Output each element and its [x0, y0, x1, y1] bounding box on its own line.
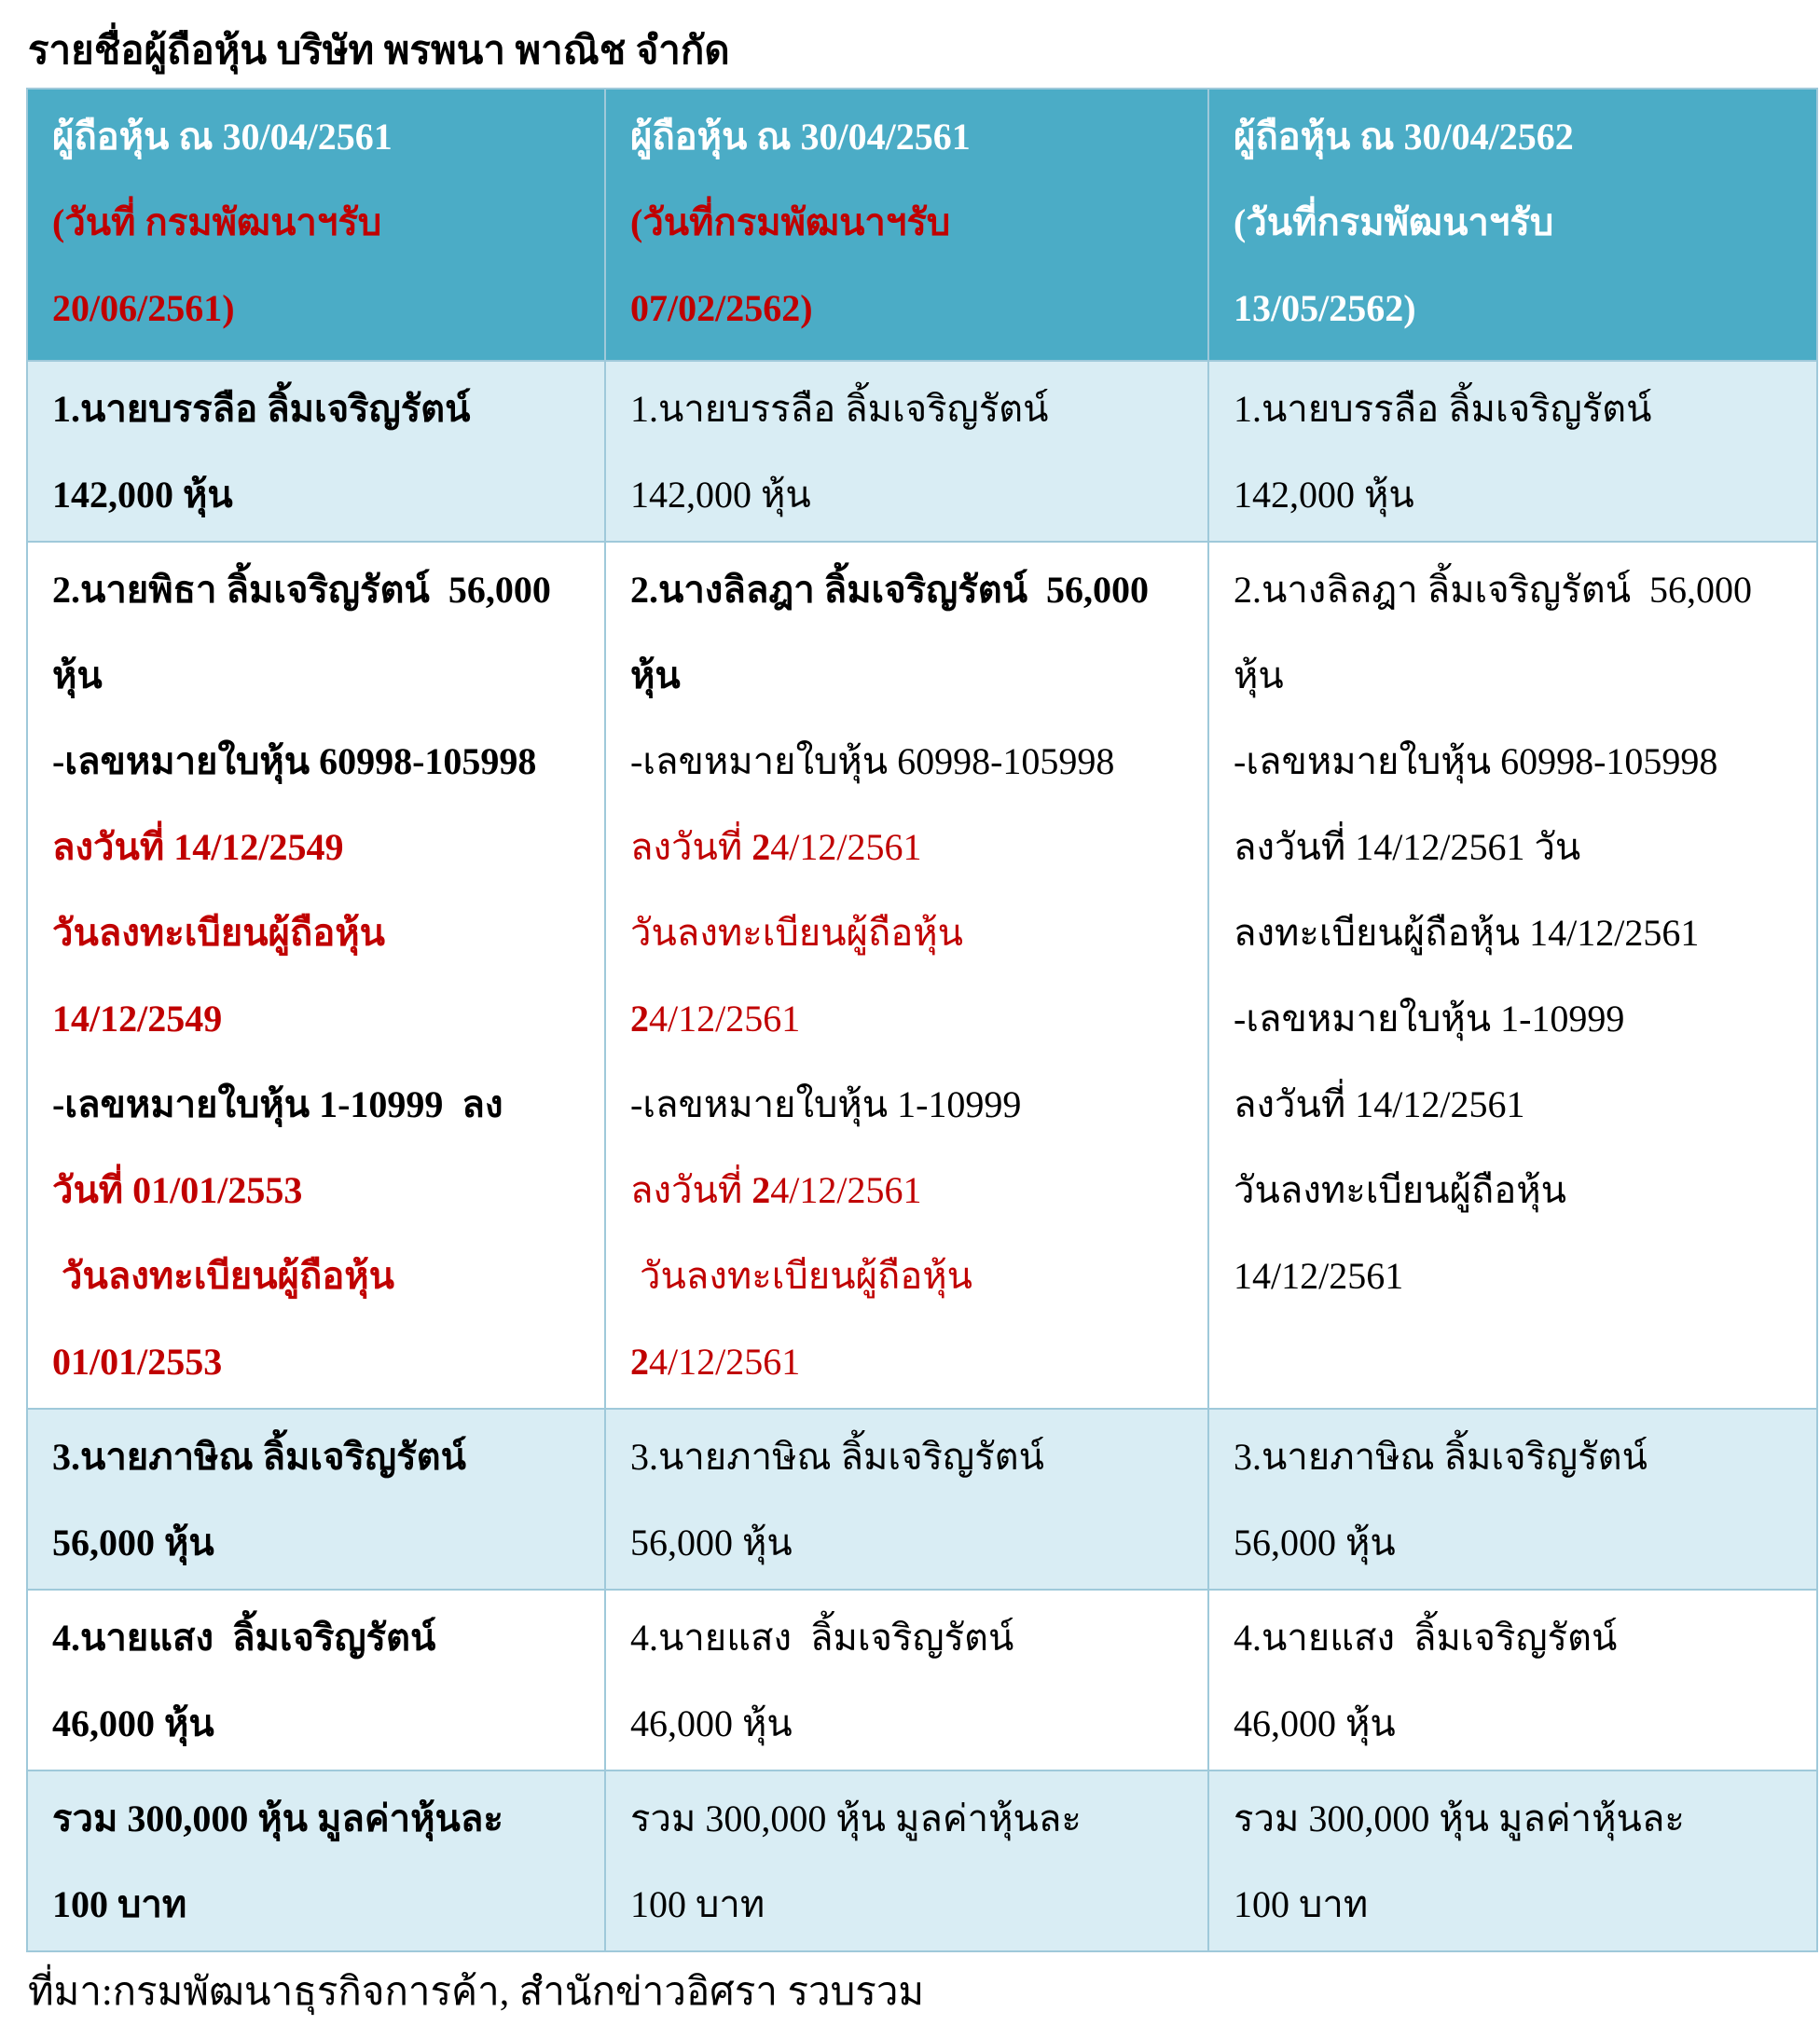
text-segment: วันลงทะเบียนผู้ถือหุ้น — [52, 912, 385, 954]
text-line — [630, 890, 1183, 976]
table-cell-r5-c3 — [1208, 1770, 1817, 1951]
text-segment: 1.นายบรรลือ ลิ้มเจริญรัตน์ — [52, 388, 471, 430]
text-line — [630, 94, 1183, 180]
text-segment: 142,000 หุ้น — [1234, 474, 1414, 516]
text-segment: 142,000 หุ้น — [52, 474, 233, 516]
text-line — [630, 719, 1183, 805]
text-segment: 4.นายแสง ลิ้มเจริญรัตน์ — [630, 1617, 1014, 1659]
text-line — [52, 1414, 580, 1500]
shareholder-table — [26, 88, 1818, 1952]
text-segment: วันลงทะเบียนผู้ถือหุ้น — [630, 1255, 972, 1297]
text-segment: 56,000 หุ้น — [630, 1522, 793, 1564]
text-segment: 2 — [630, 1341, 649, 1383]
text-line — [52, 976, 580, 1062]
text-line — [630, 1148, 1183, 1233]
table-row-2 — [27, 542, 1817, 1409]
table-row-4 — [27, 1590, 1817, 1770]
text-line — [630, 1233, 1183, 1319]
text-line — [1234, 890, 1792, 976]
text-segment: หุ้น — [52, 654, 103, 696]
text-segment: 4/12/2561 — [649, 998, 801, 1040]
text-segment: 14/12/2561 — [1234, 1255, 1404, 1297]
table-cell-r3-c2 — [605, 1409, 1208, 1590]
text-segment: 2 — [630, 998, 649, 1040]
text-line — [52, 266, 580, 351]
header-cell-col1 — [27, 89, 605, 361]
text-segment: 13/05/2562) — [1234, 287, 1416, 329]
text-line — [1234, 1148, 1792, 1233]
text-line — [630, 976, 1183, 1062]
text-line — [1234, 266, 1792, 351]
table-cell-r1-c2 — [605, 361, 1208, 542]
text-segment: วันลงทะเบียนผู้ถือหุ้น — [1234, 1169, 1566, 1211]
text-line — [1234, 1595, 1792, 1681]
table-cell-r3-c3 — [1208, 1409, 1817, 1590]
text-line — [1234, 547, 1792, 633]
text-segment: 100 บาท — [52, 1883, 187, 1925]
text-line — [52, 1062, 580, 1148]
text-line — [52, 1148, 580, 1233]
text-segment: 3.นายภาษิณ ลิ้มเจริญรัตน์ — [52, 1436, 466, 1478]
text-segment: 46,000 หุ้น — [1234, 1702, 1396, 1744]
text-line — [630, 547, 1183, 633]
text-segment: 4/12/2561 — [770, 1169, 922, 1211]
text-segment: หุ้น — [1234, 654, 1284, 696]
text-segment: 20/06/2561) — [52, 287, 235, 329]
text-line — [1234, 719, 1792, 805]
header-cell-col2 — [605, 89, 1208, 361]
text-segment: 56,000 หุ้น — [52, 1522, 214, 1564]
text-segment: 100 บาท — [630, 1883, 765, 1925]
text-line — [630, 1776, 1183, 1862]
text-segment: รวม 300,000 หุ้น มูลค่าหุ้นละ — [52, 1798, 503, 1839]
text-line — [1234, 452, 1792, 538]
text-segment: -เลขหมายใบหุ้น 1-10999 — [1234, 998, 1625, 1040]
text-line — [52, 366, 580, 452]
text-line — [1234, 633, 1792, 719]
text-segment: 2.นายพิธา ลิ้มเจริญรัตน์ 56,000 — [52, 569, 551, 611]
text-segment: 46,000 หุ้น — [630, 1702, 793, 1744]
text-line — [1234, 1862, 1792, 1948]
text-line — [630, 633, 1183, 719]
text-line — [52, 180, 580, 266]
text-segment: หุ้น — [630, 654, 681, 696]
text-line — [630, 1062, 1183, 1148]
text-segment: วันลงทะเบียนผู้ถือหุ้น — [52, 1255, 394, 1297]
table-header — [27, 89, 1817, 361]
text-segment: 3.นายภาษิณ ลิ้มเจริญรัตน์ — [1234, 1436, 1648, 1478]
header-cell-col3 — [1208, 89, 1817, 361]
text-segment: -เลขหมายใบหุ้น 1-10999 — [630, 1083, 1022, 1125]
text-line — [1234, 976, 1792, 1062]
table-cell-r5-c1 — [27, 1770, 605, 1951]
text-segment: 01/01/2553 — [52, 1341, 223, 1383]
header-row — [27, 89, 1817, 361]
text-segment: 2.นางลิลฎา ลิ้มเจริญรัตน์ 56,000 — [1234, 569, 1753, 611]
table-cell-r4-c2 — [605, 1590, 1208, 1770]
text-segment: 14/12/2549 — [52, 998, 223, 1040]
table-cell-r2-c1 — [27, 542, 605, 1409]
text-line — [52, 1776, 580, 1862]
text-segment: 4/12/2561 — [770, 826, 922, 868]
text-segment: ผู้ถือหุ้น ณ 30/04/2561 — [630, 116, 971, 158]
text-segment: (วันที่กรมพัฒนาฯรับ — [1234, 201, 1554, 243]
text-segment: 46,000 หุ้น — [52, 1702, 214, 1744]
text-line — [630, 805, 1183, 890]
text-line — [630, 366, 1183, 452]
text-line — [1234, 366, 1792, 452]
text-segment: ลงวันที่ — [630, 1169, 752, 1211]
text-segment: -เลขหมายใบหุ้น 1-10999 ลง — [52, 1083, 503, 1125]
text-segment: -เลขหมายใบหุ้น 60998-105998 — [52, 740, 537, 782]
text-line — [1234, 1233, 1792, 1319]
table-row-3 — [27, 1409, 1817, 1590]
text-line — [52, 1862, 580, 1948]
text-line — [52, 1319, 580, 1405]
text-line — [630, 452, 1183, 538]
text-segment: วันที่ 01/01/2553 — [52, 1169, 303, 1211]
text-segment: รวม 300,000 หุ้น มูลค่าหุ้นละ — [1234, 1798, 1685, 1839]
text-segment: 3.นายภาษิณ ลิ้มเจริญรัตน์ — [630, 1436, 1044, 1478]
text-line — [630, 1862, 1183, 1948]
text-line — [1234, 1062, 1792, 1148]
text-line — [52, 547, 580, 633]
text-line — [52, 1681, 580, 1767]
text-segment: ลงวันที่ 14/12/2549 — [52, 826, 344, 868]
text-segment: 2 — [751, 826, 771, 868]
text-segment: 4.นายแสง ลิ้มเจริญรัตน์ — [1234, 1617, 1618, 1659]
text-line — [52, 890, 580, 976]
text-segment: วันลงทะเบียนผู้ถือหุ้น — [630, 912, 963, 954]
text-segment: 1.นายบรรลือ ลิ้มเจริญรัตน์ — [1234, 388, 1652, 430]
text-line — [630, 266, 1183, 351]
text-segment: 142,000 หุ้น — [630, 474, 811, 516]
text-line — [52, 633, 580, 719]
text-segment: 4/12/2561 — [649, 1341, 801, 1383]
text-line — [630, 1681, 1183, 1767]
text-segment: 4.นายแสง ลิ้มเจริญรัตน์ — [52, 1617, 436, 1659]
text-segment: ผู้ถือหุ้น ณ 30/04/2561 — [52, 116, 393, 158]
text-line — [630, 180, 1183, 266]
text-line — [1234, 1681, 1792, 1767]
text-segment: 07/02/2562) — [630, 287, 813, 329]
text-line — [1234, 94, 1792, 180]
text-segment: 100 บาท — [1234, 1883, 1369, 1925]
text-segment: -เลขหมายใบหุ้น 60998-105998 — [1234, 740, 1718, 782]
table-cell-r2-c3 — [1208, 542, 1817, 1409]
table-row-1 — [27, 361, 1817, 542]
text-line — [52, 1595, 580, 1681]
text-line — [1234, 1414, 1792, 1500]
text-segment: 56,000 หุ้น — [1234, 1522, 1396, 1564]
table-cell-r1-c3 — [1208, 361, 1817, 542]
table-row-5 — [27, 1770, 1817, 1951]
text-line — [1234, 180, 1792, 266]
text-segment: 1.นายบรรลือ ลิ้มเจริญรัตน์ — [630, 388, 1049, 430]
table-cell-r2-c2 — [605, 542, 1208, 1409]
text-line — [630, 1595, 1183, 1681]
text-line — [630, 1319, 1183, 1405]
text-line — [1234, 1776, 1792, 1862]
text-segment: (วันที่ กรมพัฒนาฯรับ — [52, 201, 382, 243]
text-segment: ลงวันที่ — [630, 826, 752, 868]
table-cell-r5-c2 — [605, 1770, 1208, 1951]
text-segment: ลงวันที่ 14/12/2561 วัน — [1234, 826, 1581, 868]
table-cell-r3-c1 — [27, 1409, 605, 1590]
page-title: รายชื่อผู้ถือหุ้น บริษัท พรพนา พาณิช จำกัด — [28, 30, 730, 73]
text-line — [52, 452, 580, 538]
table-cell-r4-c1 — [27, 1590, 605, 1770]
table-cell-r1-c1 — [27, 361, 605, 542]
text-line — [52, 94, 580, 180]
text-segment: ลงทะเบียนผู้ถือหุ้น 14/12/2561 — [1234, 912, 1700, 954]
source-note: ที่มา:กรมพัฒนาธุรกิจการค้า, สำนักข่าวอิศรา รวบรวม — [28, 1971, 925, 2014]
text-line — [52, 805, 580, 890]
text-line — [630, 1414, 1183, 1500]
text-segment: รวม 300,000 หุ้น มูลค่าหุ้นละ — [630, 1798, 1082, 1839]
text-line — [52, 1500, 580, 1586]
text-line — [1234, 1500, 1792, 1586]
text-segment: -เลขหมายใบหุ้น 60998-105998 — [630, 740, 1115, 782]
table-body — [27, 361, 1817, 1951]
text-segment: ผู้ถือหุ้น ณ 30/04/2562 — [1234, 116, 1574, 158]
text-segment: 2 — [751, 1169, 771, 1211]
text-line — [630, 1500, 1183, 1586]
text-segment: ลงวันที่ 14/12/2561 — [1234, 1083, 1525, 1125]
text-line — [52, 1233, 580, 1319]
text-line — [1234, 805, 1792, 890]
table-cell-r4-c3 — [1208, 1590, 1817, 1770]
text-line — [52, 719, 580, 805]
text-segment: (วันที่กรมพัฒนาฯรับ — [630, 201, 951, 243]
text-segment: 2.นางลิลฎา ลิ้มเจริญรัตน์ 56,000 — [630, 569, 1150, 611]
